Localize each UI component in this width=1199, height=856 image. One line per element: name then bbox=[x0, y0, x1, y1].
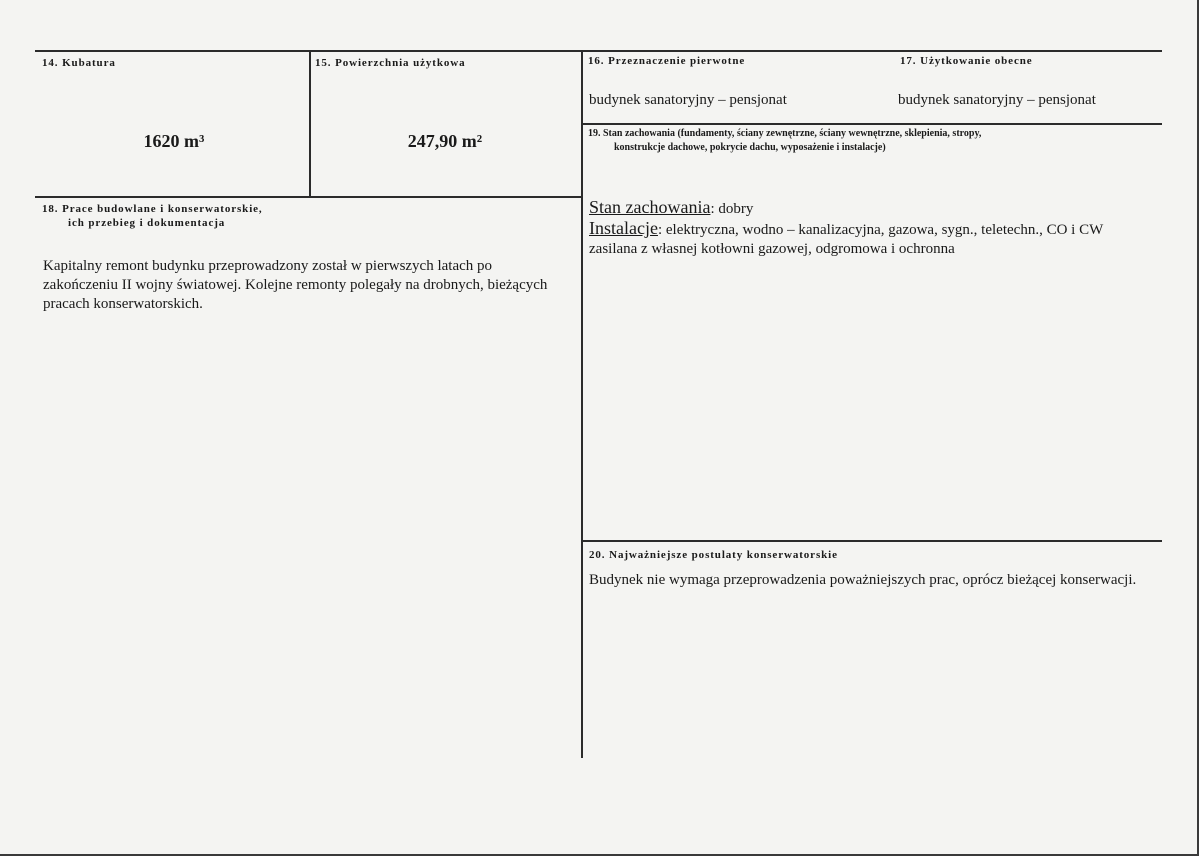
field-20-text: Budynek nie wymaga przeprowadzenia poważniejszych prac, oprócz bieżącej konserwacji. bbox=[589, 572, 1137, 588]
rule-19-top bbox=[583, 123, 1162, 125]
installations-key: Instalacje bbox=[589, 218, 658, 238]
field-17-value: budynek sanatoryjny – pensjonat bbox=[898, 92, 1096, 108]
condition-value: : dobry bbox=[710, 201, 754, 217]
installations-value: : elektryczna, wodno – kanalizacyjna, gazowa, sygn., teletechn., CO i CW zasilana z własnej kotłowni gazowej, odgromowa i ochronna bbox=[589, 222, 1103, 257]
field-19-text bbox=[589, 198, 1119, 259]
field-14-label: 14. Kubatura bbox=[42, 57, 116, 69]
field-19-label-line2: konstrukcje dachowe, pokrycie dachu, wyposażenie i instalacje) bbox=[614, 142, 886, 153]
condition-key: Stan zachowania bbox=[589, 197, 711, 217]
field-14-value: 1620 m³ bbox=[143, 131, 205, 151]
divider-14-15 bbox=[309, 50, 311, 197]
field-20-label: 20. Najważniejsze postulaty konserwatorskie bbox=[589, 549, 838, 561]
field-17-label: 17. Użytkowanie obecne bbox=[900, 55, 1033, 67]
field-15-label: 15. Powierzchnia użytkowa bbox=[315, 57, 466, 69]
field-18-label-line2: ich przebieg i dokumentacja bbox=[68, 217, 226, 229]
field-15-value: 247,90 m² bbox=[407, 131, 483, 151]
field-18-text: Kapitalny remont budynku przeprowadzony został w pierwszych latach po zakończeniu II wojny światowej. Kolejne remonty polegały na drobnych, bieżących pracach konserwatorskich. bbox=[43, 258, 548, 312]
divider-main bbox=[581, 50, 583, 758]
field-16-label: 16. Przeznaczenie pierwotne bbox=[588, 55, 746, 67]
top-rule bbox=[35, 50, 1162, 52]
rule-20-top bbox=[583, 540, 1162, 542]
field-19-label-line1: 19. Stan zachowania (fundamenty, ściany zewnętrzne, ściany wewnętrzne, sklepienia, stropy, bbox=[588, 128, 982, 139]
field-18-label-line1: 18. Prace budowlane i konserwatorskie, bbox=[42, 203, 263, 215]
field-16-value: budynek sanatoryjny – pensjonat bbox=[589, 92, 787, 108]
